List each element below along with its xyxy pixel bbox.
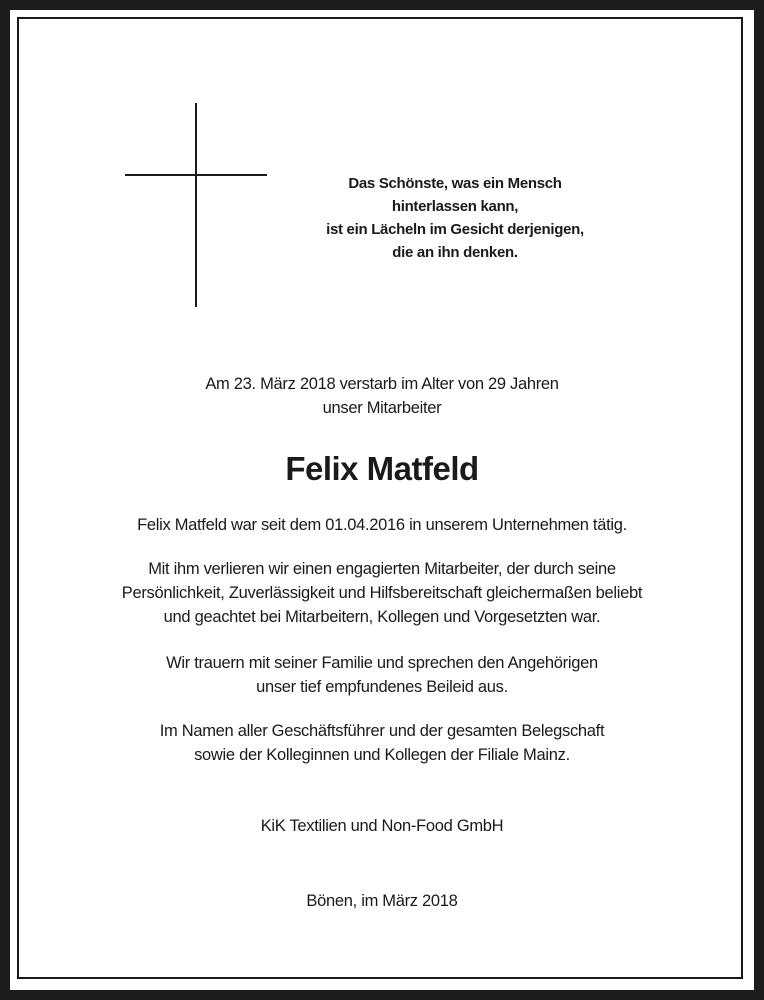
paragraph-line: Wir trauern mit seiner Familie und sprechen den Angehörigen [166,654,598,672]
paragraph-condolence [19,651,745,699]
cross-icon-horizontal [125,174,267,176]
quote-line: hinterlassen kann, [391,198,519,215]
deceased-name: Felix Matfeld [285,450,479,487]
memorial-quote [285,172,625,264]
paragraph-line: Persönlichkeit, Zuverlässigkeit und Hilfsbereitschaft gleichermaßen beliebt [121,584,643,602]
company-name: KiK Textilien und Non-Food GmbH [260,817,504,835]
death-announcement [19,372,745,420]
paragraph-line: Im Namen aller Geschäftsführer und der gesamten Belegschaft [159,722,605,740]
intro-line: Am 23. März 2018 verstarb im Alter von 29 Jahren [205,375,559,393]
paragraph-employment [19,513,745,537]
paragraph-signatories [19,719,745,767]
paragraph-line: Felix Matfeld war seit dem 01.04.2016 in unserem Unternehmen tätig. [137,516,627,534]
quote-line: ist ein Lächeln im Gesicht derjenigen, [326,221,584,238]
paragraph-tribute [19,557,745,629]
quote-line: die an ihn denken. [392,244,518,261]
paragraph-line: Mit ihm verlieren wir einen engagierten Mitarbeiter, der durch seine [148,560,616,578]
paragraph-line: sowie der Kolleginnen und Kollegen der Filiale Mainz. [194,746,570,764]
quote-line: Das Schönste, was ein Mensch [348,175,562,192]
paragraph-line: unser tief empfundenes Beileid aus. [256,678,508,696]
place-date: Bönen, im März 2018 [306,892,458,910]
paragraph-line: und geachtet bei Mitarbeitern, Kollegen und Vorgesetzten war. [163,608,601,626]
cross-icon-vertical [195,103,197,307]
intro-line: unser Mitarbeiter [322,399,442,417]
obituary-page [10,10,754,990]
obituary-border [17,17,743,979]
